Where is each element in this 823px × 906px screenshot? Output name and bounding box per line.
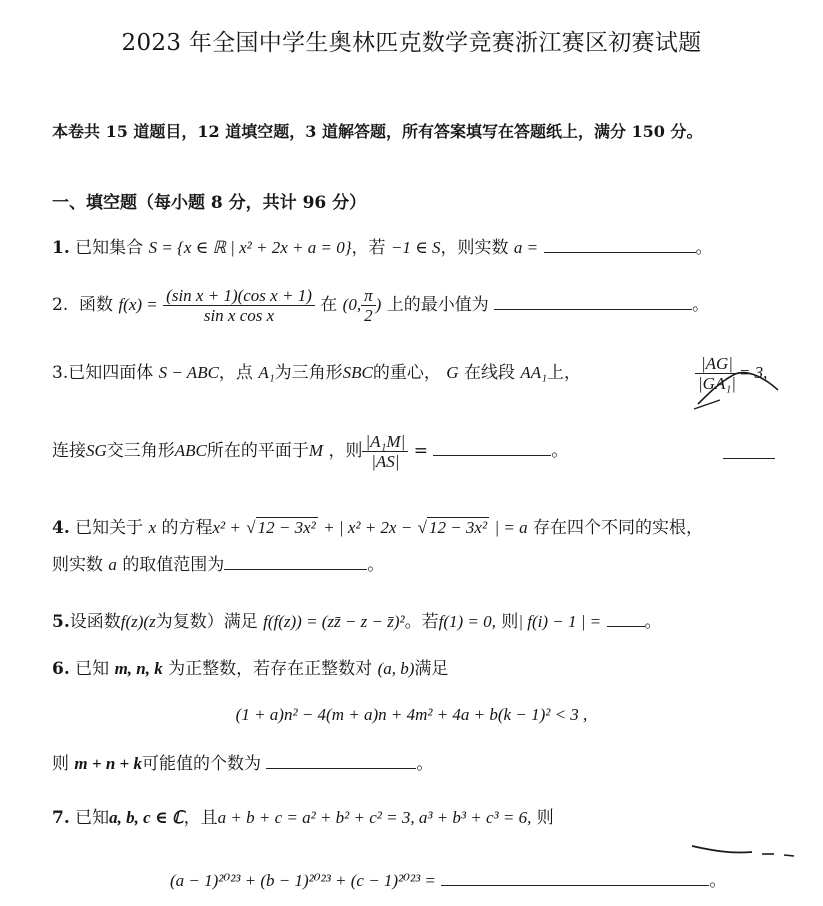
math-expression: x² + <box>212 518 241 537</box>
math-expression: (0, <box>342 295 362 314</box>
answer-blank[interactable] <box>433 454 551 456</box>
answer-blank[interactable] <box>494 308 692 310</box>
question-text: 交三角形 <box>106 441 175 461</box>
math-expression: | f(i) − 1 | = <box>518 612 602 631</box>
math-expression: a + b + c = a² + b² + c² = 3, a³ + b³ + c³ = 6, <box>217 808 532 827</box>
math-expression: a, b, c ∈ ℂ <box>109 808 184 827</box>
question-number: 5. <box>52 612 70 632</box>
question-7-line-1 <box>52 803 554 828</box>
question-4-line-2 <box>52 550 384 575</box>
question-6-inequality: (1 + a)n² − 4(m + a)n + 4m² + 4a + b(k − 1)² < 3 , <box>235 705 588 724</box>
answer-blank[interactable] <box>224 568 367 570</box>
question-text: 在线段 <box>463 363 515 383</box>
math-expression: S = {x ∈ ℝ | x² + 2x + a = 0} <box>148 238 352 257</box>
punctuation: 。 <box>695 238 713 258</box>
question-4-line-1: 4. 已知关于 x 的方程x² + √ 12 − 3x² + | x² + 2x − √ 12 − 3x² | = a 存在四个不同的实根， <box>52 518 704 538</box>
punctuation: 。 <box>709 871 727 891</box>
question-number: 4. <box>52 518 70 538</box>
math-variable: x <box>148 518 157 537</box>
fraction <box>362 432 408 471</box>
answer-blank[interactable] <box>544 251 696 253</box>
question-text: 则实数 <box>52 555 103 575</box>
question-text: 为复数）满足 <box>155 612 258 632</box>
answer-blank[interactable] <box>607 625 645 627</box>
question-6-line-3 <box>52 749 433 774</box>
question-text: 所在的平面于 <box>206 441 309 461</box>
math-variable: M <box>308 441 324 460</box>
math-expression: (a − 1)²⁰²³ + (b − 1)²⁰²³ + (c − 1)²⁰²³ = <box>170 871 436 890</box>
math-expression: f(z)(z <box>120 612 156 631</box>
math-expression: f(f(z)) = (zz̄ − z − z̄)² <box>263 612 405 631</box>
punctuation: 。 <box>416 754 434 774</box>
math-variable: A₁ <box>258 363 275 382</box>
sqrt-radicand: 12 − 3x² <box>428 518 488 537</box>
question-text: 设函数 <box>69 612 121 632</box>
question-number: 2. <box>52 295 69 315</box>
question-number: 7. <box>52 808 70 828</box>
question-text: 为正整数，若存在正整数对 <box>168 659 373 679</box>
fraction <box>163 286 315 325</box>
question-text: ，点 <box>218 363 253 383</box>
math-variable: SBC <box>342 363 373 382</box>
math-variable: SG <box>86 441 107 460</box>
question-text: 上的最小值为 <box>386 295 489 315</box>
question-text: 的重心， <box>372 363 441 383</box>
question-text: 的方程 <box>161 518 213 538</box>
math-expression: = 3, <box>738 363 768 382</box>
fraction-numerator: |AG| <box>695 354 739 374</box>
question-6-line-1 <box>52 654 448 679</box>
section-heading: 一、填空题（每小题 8 分，共计 96 分） <box>52 193 367 213</box>
exam-title: 2023 年全国中学生奥林匹克数学竞赛浙江赛区初赛试题 <box>121 30 702 56</box>
question-text: 上， <box>547 363 582 383</box>
punctuation: 。 <box>367 555 385 575</box>
question-text: 已知关于 <box>75 518 144 538</box>
math-expression: f(1) = 0, <box>438 612 496 631</box>
question-text: ，若 <box>351 238 386 258</box>
question-text: ，则 <box>328 441 363 461</box>
handwritten-scribble <box>690 838 800 868</box>
math-variable: G <box>446 363 459 382</box>
question-number: 3. <box>52 363 69 383</box>
math-variable: ABC <box>174 441 207 460</box>
question-number: 1. <box>52 238 70 258</box>
question-text: 可能值的个数为 <box>141 754 261 774</box>
punctuation: 。 <box>692 295 710 315</box>
math-expression: m, n, k <box>114 659 163 678</box>
question-text: 已知 <box>75 808 110 828</box>
question-text: 则 <box>501 612 519 632</box>
question-number: 6. <box>52 659 70 679</box>
math-expression: m + n + k <box>74 754 142 773</box>
answer-blank[interactable] <box>266 767 416 769</box>
fraction-numerator: |A₁M| <box>362 432 408 452</box>
punctuation: 。 <box>551 441 569 461</box>
answer-blank[interactable] <box>441 884 709 886</box>
question-text: 满足 <box>414 659 449 679</box>
math-variable: a <box>108 555 117 574</box>
math-variable: AA₁ <box>520 363 548 382</box>
math-expression: ) <box>375 295 382 314</box>
math-expression: = <box>413 441 428 461</box>
question-text: 在 <box>320 295 338 315</box>
fraction-denominator: |AS| <box>371 452 400 471</box>
question-5 <box>52 607 662 632</box>
fraction-denominator: 2 <box>364 306 373 325</box>
question-text: 则 <box>536 808 554 828</box>
exam-instructions: 本卷共 15 道题目，12 道填空题，3 道解答题，所有答案填写在答题纸上，满分 150 分。 <box>52 122 703 141</box>
fraction-denominator: |GA₁| <box>698 374 736 393</box>
question-text: 存在四个不同的实根， <box>533 518 704 538</box>
fraction-denominator: sin x cos x <box>203 306 275 325</box>
handwritten-scribble <box>690 352 785 412</box>
math-expression: −1 ∈ S <box>390 238 441 257</box>
question-text: 的取值范围为 <box>122 555 225 575</box>
question-2 <box>52 286 709 325</box>
sqrt-radicand: 12 − 3x² <box>257 518 316 537</box>
math-expression: + | x² + 2x − <box>323 518 413 537</box>
fraction-numerator: π <box>361 286 376 306</box>
question-text: 则 <box>52 754 69 774</box>
question-text: ，则实数 <box>440 238 509 258</box>
punctuation: 。 <box>644 612 662 632</box>
question-text: 函数 <box>79 295 114 315</box>
fraction <box>361 286 376 325</box>
question-text: 。若 <box>404 612 439 632</box>
question-3-line-2 <box>52 432 568 471</box>
question-text: 已知四面体 <box>68 363 154 383</box>
math-expression: S − ABC <box>158 363 219 382</box>
math-expression: (a, b) <box>377 659 415 678</box>
math-expression: | = a <box>494 518 528 537</box>
question-text: 已知 <box>75 659 110 679</box>
question-text: 为三角形 <box>274 363 343 383</box>
question-3-line-1 <box>52 358 581 383</box>
fraction-numerator: (sin x + 1)(cos x + 1) <box>163 286 315 306</box>
math-expression: f(x) = <box>118 295 158 314</box>
question-text: 连接 <box>52 441 86 461</box>
question-7-line-2 <box>170 866 726 891</box>
handwritten-line <box>723 458 775 459</box>
question-1 <box>52 233 713 258</box>
question-text: 已知集合 <box>75 238 144 258</box>
question-text: ，且 <box>183 808 218 828</box>
math-variable: a = <box>513 238 539 257</box>
